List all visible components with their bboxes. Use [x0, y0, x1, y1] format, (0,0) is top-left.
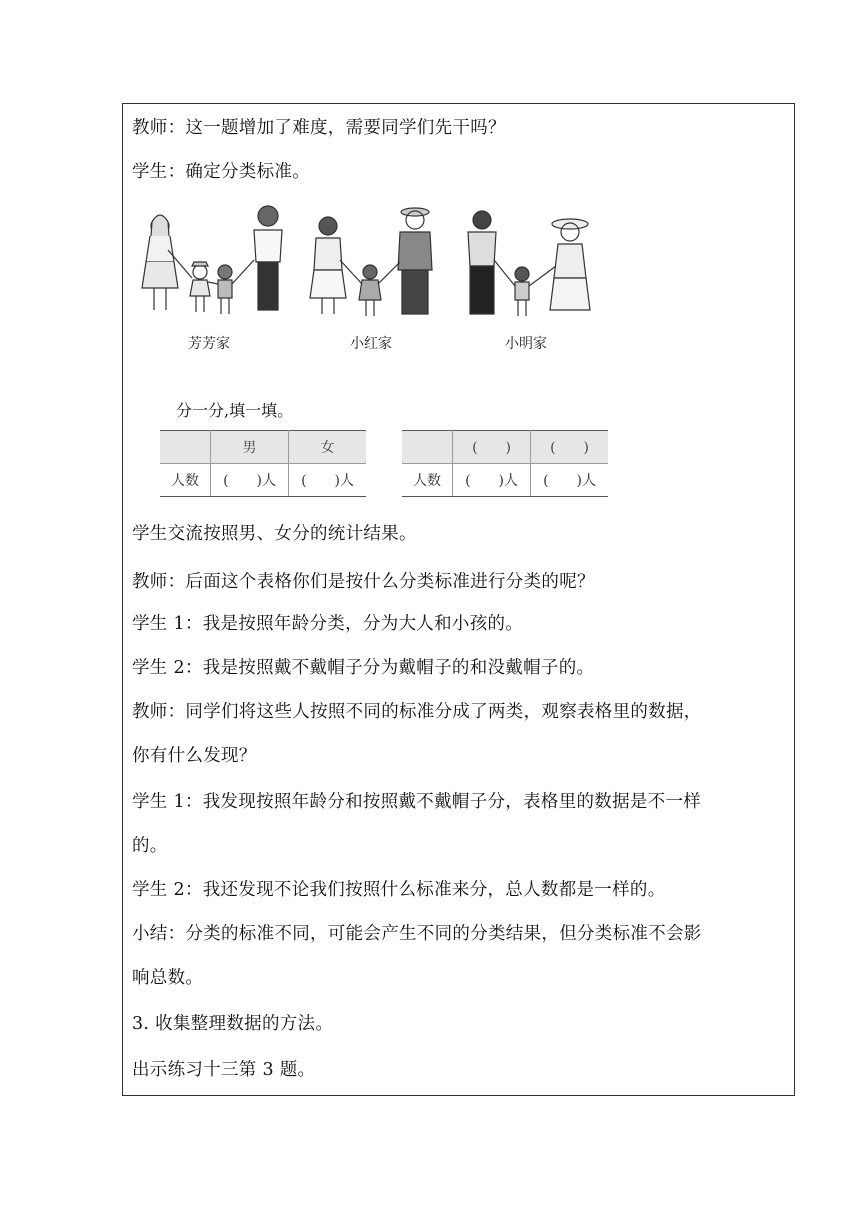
blank-cell: ( )人 — [453, 464, 531, 497]
table-header-cell: 男 — [211, 431, 289, 464]
text-line: 学生：确定分类标准。 — [132, 162, 310, 182]
text-line: 学生 2：我还发现不论我们按照什么标准来分，总人数都是一样的。 — [132, 880, 666, 900]
row-label: 人数 — [402, 464, 453, 497]
text-line: 教师：后面这个表格你们是按什么分类标准进行分类的呢？ — [132, 572, 595, 592]
text-line: 的。 — [132, 836, 168, 856]
text-line: 学生交流按照男、女分的统计结果。 — [132, 524, 417, 544]
gender-count-table — [160, 430, 366, 497]
table-header-cell — [402, 431, 453, 464]
exercise-instruction: 分一分,填一填。 — [176, 401, 294, 420]
table-header-cell: ( ) — [531, 431, 608, 464]
text-line: 学生 1：我是按照年龄分类，分为大人和小孩的。 — [132, 614, 524, 634]
blank-cell: ( )人 — [531, 464, 608, 497]
text-line: 学生 2：我是按照戴不戴帽子分为戴帽子的和没戴帽子的。 — [132, 658, 595, 678]
text-line: 3. 收集整理数据的方法。 — [132, 1014, 334, 1034]
blank-cell: ( )人 — [289, 464, 366, 497]
row-label: 人数 — [160, 464, 211, 497]
text-line: 教师：这一题增加了难度，需要同学们先干吗？ — [132, 118, 506, 138]
text-line: 你有什么发现？ — [132, 746, 257, 766]
family-label: 小明家 — [505, 336, 547, 352]
table-header-cell: 女 — [289, 431, 366, 464]
text-line: 学生 1：我发现按照年龄分和按照戴不戴帽子分，表格里的数据是不一样 — [132, 792, 702, 812]
table-header-cell: ( ) — [453, 431, 531, 464]
family-label: 小红家 — [350, 336, 392, 352]
text-line: 小结：分类的标准不同，可能会产生不同的分类结果，但分类标准不会影 — [132, 924, 702, 944]
custom-category-table — [402, 430, 608, 497]
text-line: 响总数。 — [132, 968, 204, 988]
family-label: 芳芳家 — [188, 336, 230, 352]
table-header-cell — [160, 431, 211, 464]
text-line: 教师：同学们将这些人按照不同的标准分成了两类，观察表格里的数据， — [132, 702, 702, 722]
blank-cell: ( )人 — [211, 464, 289, 497]
text-line: 出示练习十三第 3 题。 — [132, 1060, 316, 1080]
